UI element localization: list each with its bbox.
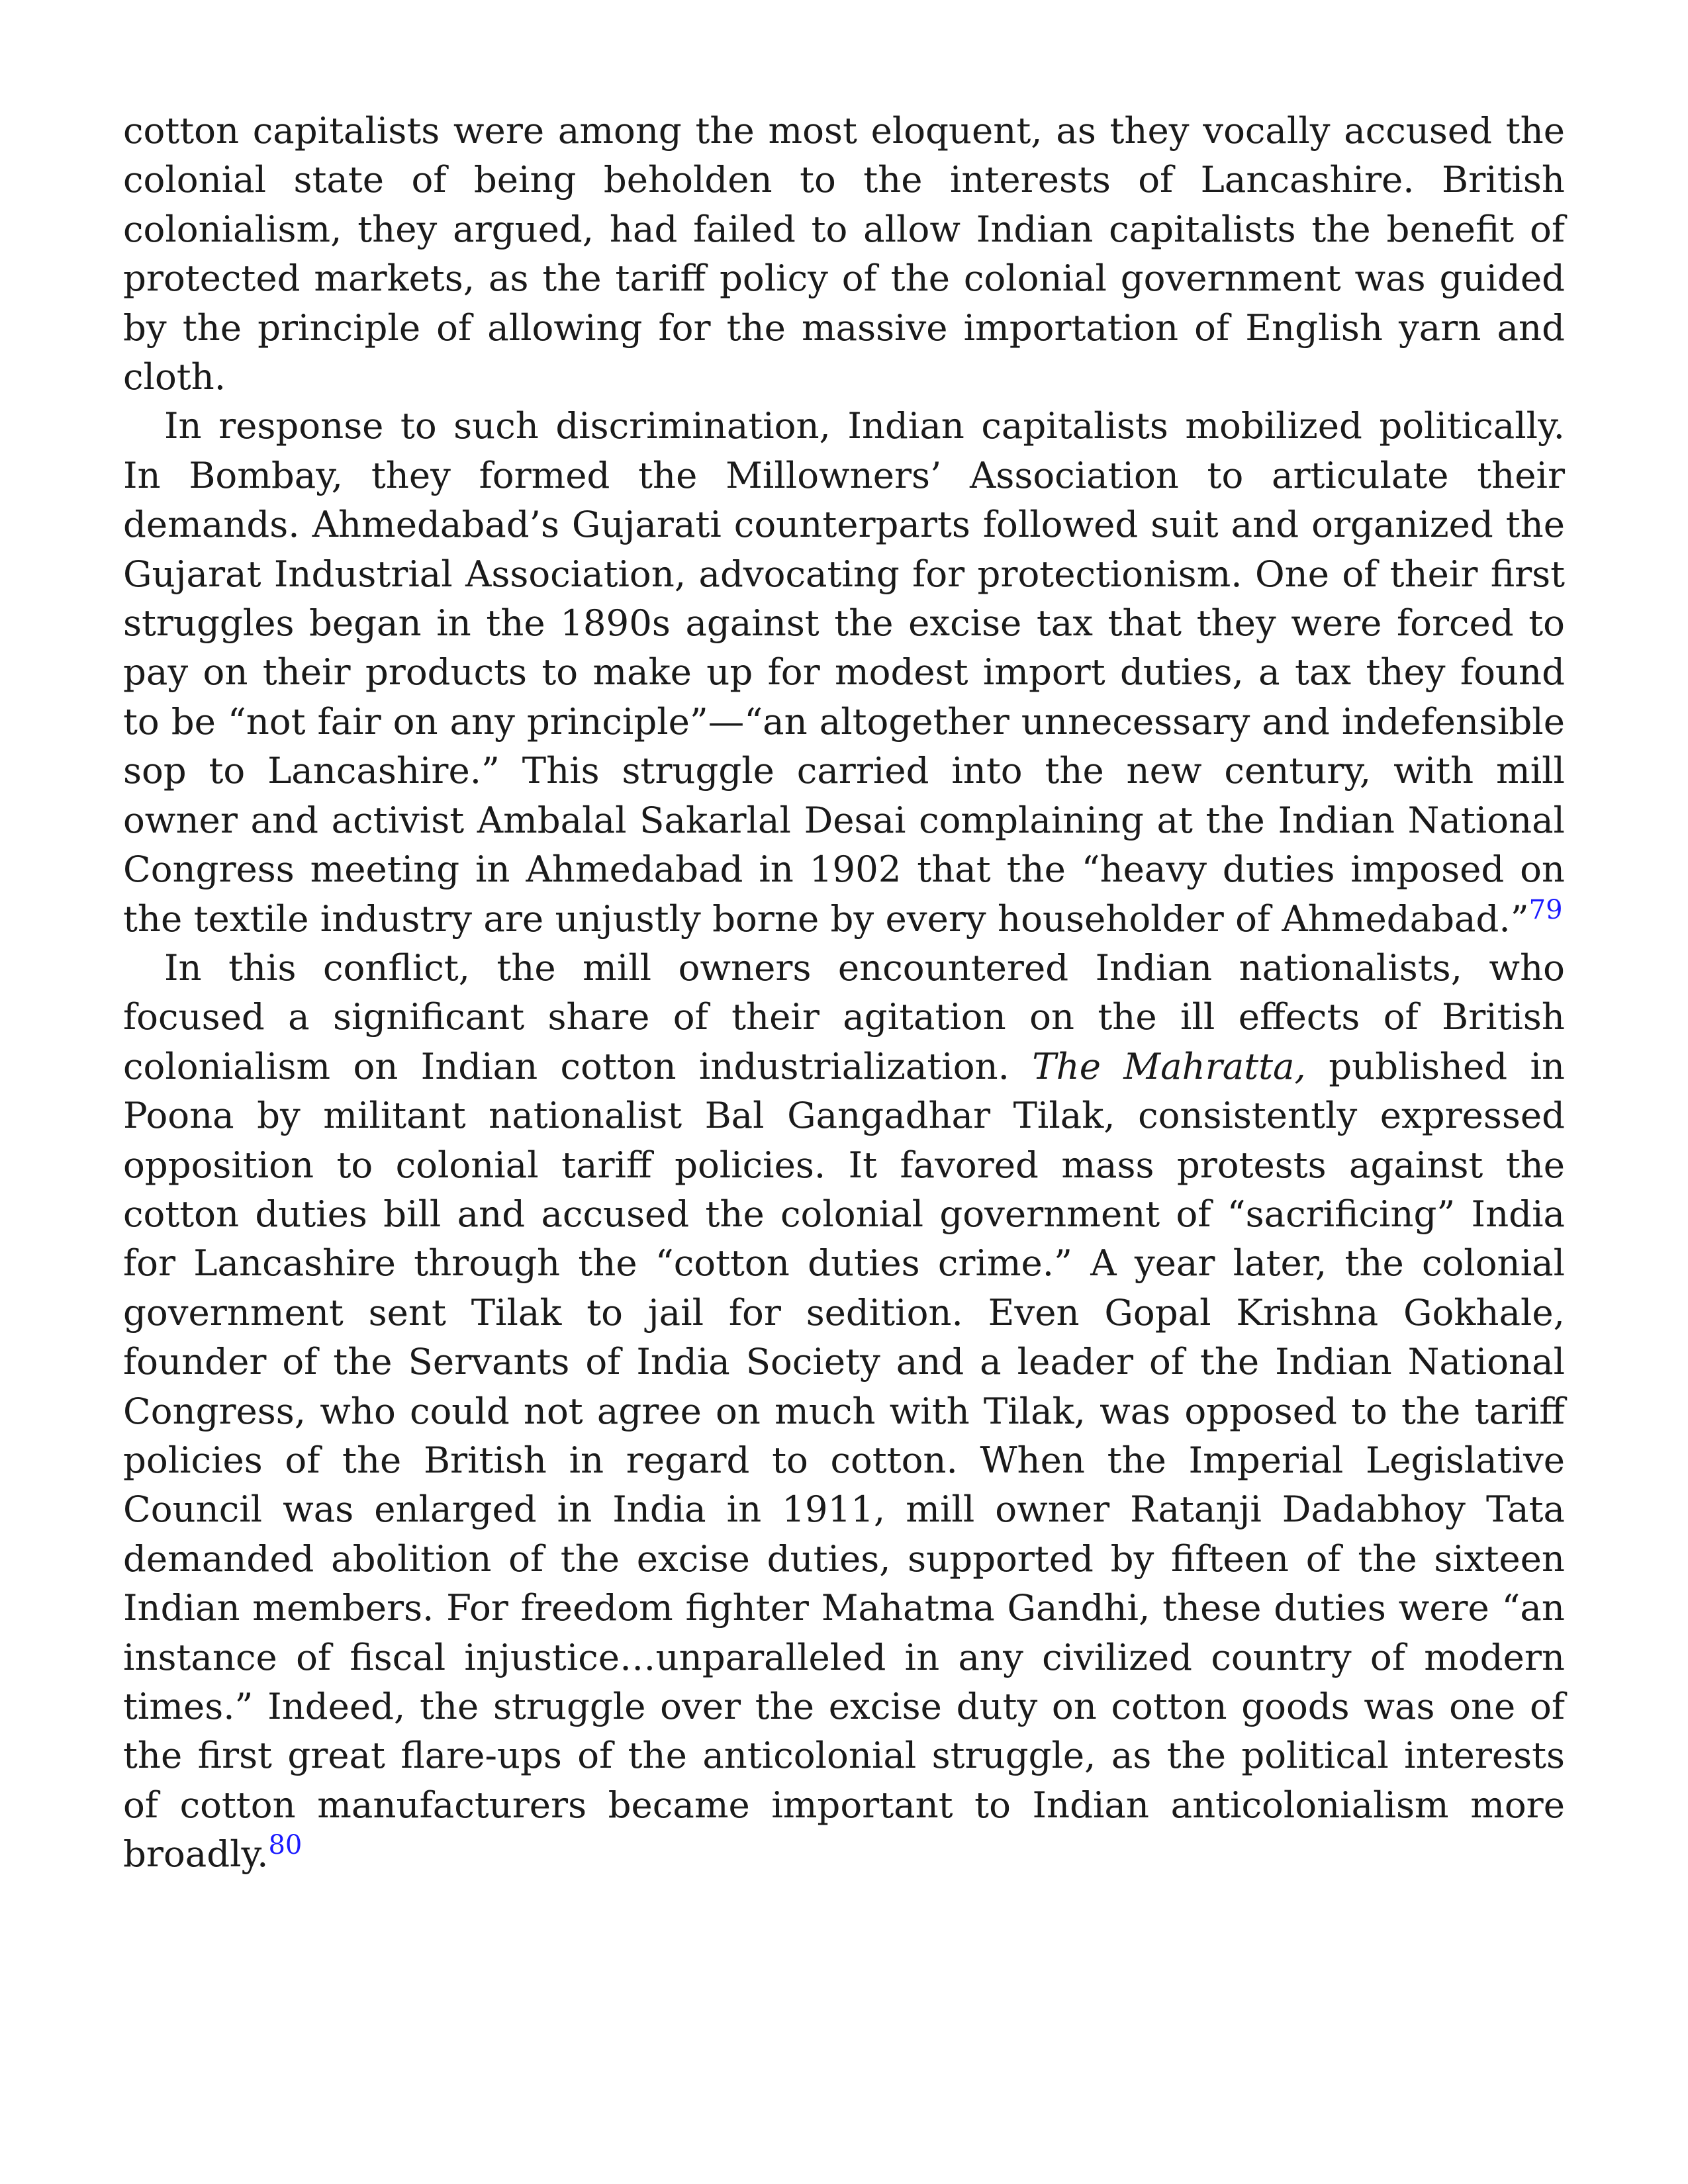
paragraph-mill-owners-mobilize — [123, 401, 1565, 942]
periodical-title: The Mahratta, — [1032, 1044, 1306, 1087]
paragraph-text: published in Poona by militant nationalist Bal Gangadhar Tilak, consistently expressed opposition to colonial tariff policies. It favored mass protests against the cotton duties bill and accused the colonial government of “sacrificing” India for Lancashire through the “cotton duties crime.” A year later, the colonial government sent Tilak to jail for sedition. Even Gopal Krishna Gokhale, founder of the Servants of India Society and a leader of the Indian National Congress, who could not agree on much with Tilak, was opposed to the tariff policies of the British in regard to cotton. When the Imperial Legislative Council was enlarged in India in 1911, mill owner Ratanji Dadabhoy Tata demanded abolition of the excise duties, supported by fifteen of the sixteen Indian members. For freedom fighter Mahatma Gandhi, these duties were “an instance of fiscal injustice…unparalleled in any civilized country of modern times.” Indeed, the struggle over the excise duty on cotton goods was one of the first great flare-ups of the anticolonial struggle, as the political interests of cotton manufacturers became important to Indian anticolonialism more broadly. — [123, 1044, 1566, 1876]
paragraph-text: In this conflict, the mill owners encountered Indian nationalists, who focused a significant share of their agitation on the ill effects of British colonialism on Indian cotton industrialization. — [123, 946, 1565, 1087]
paragraph-text: cotton capitalists were among the most eloquent, as they vocally accused the colonial state of being beholden to the interests of Lancashire. British colonialism, they argued, had failed to allow Indian capitalists the benefit of protected markets, as the tariff policy of the colonial government was guided by the principle of allowing for the massive importation of English yarn and cloth. — [123, 109, 1565, 398]
paragraph-nationalists — [123, 943, 1565, 1879]
page-body — [123, 106, 1565, 1879]
paragraph-continuation — [123, 106, 1565, 401]
footnote-link-79[interactable]: 79 — [1528, 894, 1563, 925]
footnote-link-80[interactable]: 80 — [268, 1830, 303, 1861]
paragraph-text: In response to such discrimination, Indian capitalists mobilized politically. In Bombay, they formed the Millowners’ Association to articulate their demands. Ahmedabad’s Gujarati counterparts followed suit and organized the Gujarat Industrial Association, advocating for protectionism. One of their first struggles began in the 1890s against the excise tax that they were forced to pay on their products to make up for modest import duties, a tax they found to be “not fair on any principle”—“an altogether unnecessary and indefensible sop to Lancashire.” This struggle carried into the new century, with mill owner and activist Ambalal Sakarlal Desai complaining at the Indian National Congress meeting in Ahmedabad in 1902 that the “heavy duties imposed on the textile industry are unjustly borne by every householder of Ahmedabad.” — [123, 404, 1565, 940]
